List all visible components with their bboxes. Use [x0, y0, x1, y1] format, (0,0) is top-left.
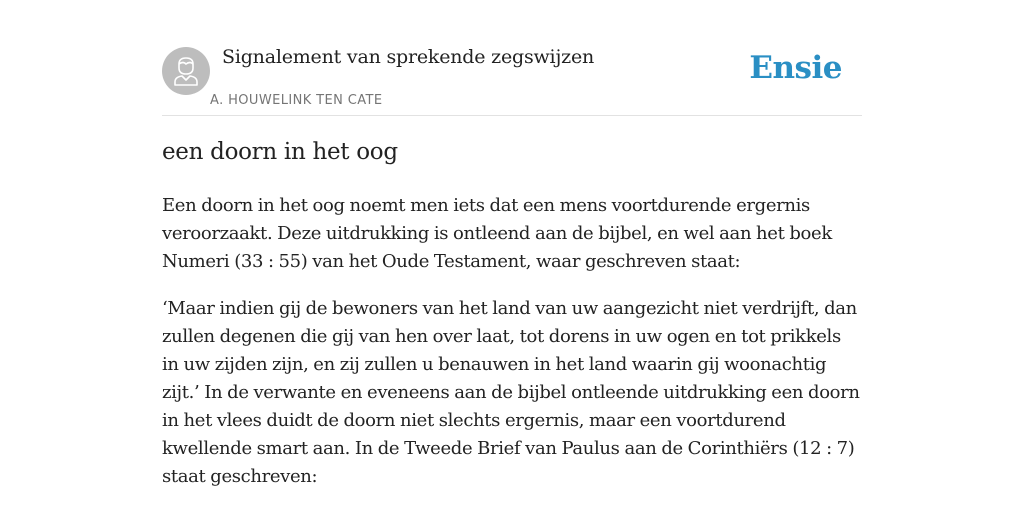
header [162, 0, 862, 116]
user-avatar-icon[interactable] [162, 47, 210, 95]
book-title[interactable]: Signalement van sprekende zegswijzen [222, 46, 595, 68]
entry-body [162, 192, 862, 510]
page [162, 0, 862, 487]
author-name[interactable]: A. HOUWELINK TEN CATE [210, 93, 383, 108]
paragraph: ‘Maar indien gij de bewoners van het land van uw aangezicht niet verdrijft, dan zullen degenen die gij van hen over laat, tot dorens in uw ogen en tot prikkels in uw zijden zijn, en zij zullen u benauwen in het land waarin gij woonachtig zijt.’ In de verwante en eveneens aan de bijbel ontleende uitdrukking een doorn in het vlees duidt de doorn niet slechts ergernis, maar een voortdurend kwellende smart aan. In de Tweede Brief van Paulus aan de Corinthiërs (12 : 7) staat geschreven: [162, 298, 860, 487]
paragraph: Een doorn in het oog noemt men iets dat een mens voortdurende ergernis veroorzaakt. Deze uitdrukking is ontleend aan de bijbel, en wel aan het boek Numeri (33 : 55) van het Oude Testament, waar geschreven staat: [162, 195, 832, 272]
entry-title: een doorn in het oog [162, 139, 398, 165]
ensie-logo[interactable]: Ensie [749, 50, 842, 86]
